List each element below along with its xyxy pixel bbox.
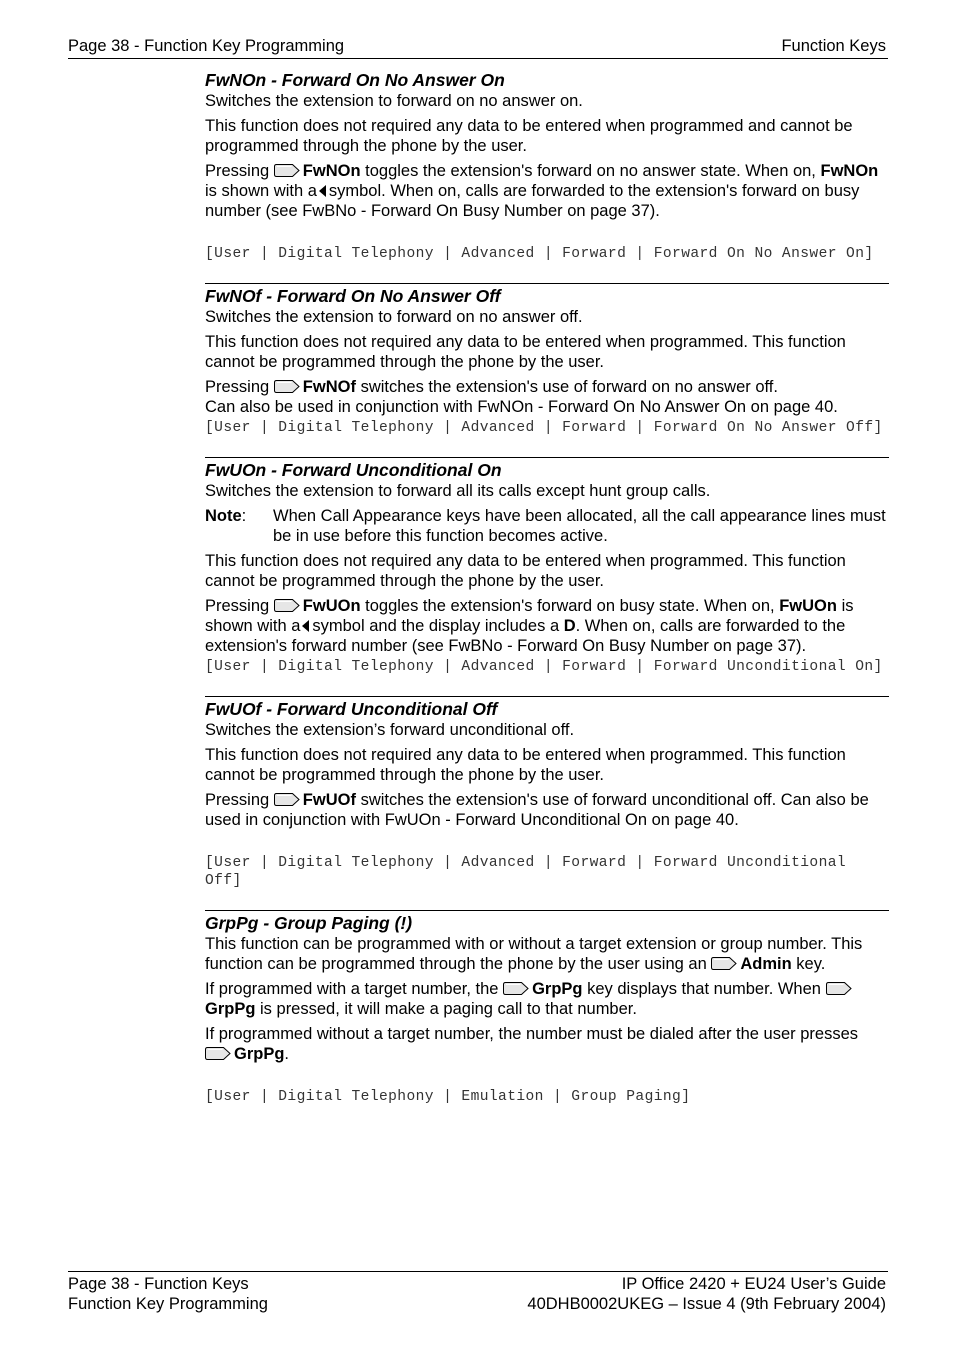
paragraph: If programmed without a target number, the number must be dialed after the user presses GrpPg. bbox=[205, 1025, 859, 1063]
footer-right-line1: IP Office 2420 + EU24 User’s Guide bbox=[621, 1275, 886, 1293]
header-left: Page 38 - Function Key Programming bbox=[68, 37, 345, 55]
menu-path: [User | Digital Telephony | Emulation | Group Paging] bbox=[205, 1089, 691, 1105]
page-content bbox=[205, 68, 889, 1112]
paragraph: This function does not required any data to be entered when programmed and cannot be programmed through the phone by the user. bbox=[205, 117, 853, 155]
menu-path: [User | Digital Telephony | Advanced | Forward | Forward On No Answer Off] bbox=[205, 420, 883, 436]
section-title: FwUOn - Forward Unconditional On bbox=[205, 460, 502, 480]
paragraph: This function does not required any data to be entered when programmed. This function cannot be programmed through the phone by the user. bbox=[205, 746, 846, 784]
section-title: FwUOf - Forward Unconditional Off bbox=[205, 699, 498, 719]
paragraph: Pressing FwNOf switches the extension's use of forward on no answer off. Can also be used in conjunction with FwNOn - Forward On No Answer On on page 40. bbox=[205, 378, 838, 416]
menu-path: [User | Digital Telephony | Advanced | Forward | Forward Unconditional Off] bbox=[205, 855, 856, 889]
left-triangle-symbol-icon bbox=[302, 620, 309, 632]
programmable-key-icon bbox=[711, 957, 737, 970]
key-name: FwNOn bbox=[302, 162, 361, 180]
note: Note: When Call Appearance keys have been allocated, all the call appearance lines must be in use before this function becomes active. bbox=[205, 506, 889, 546]
programmable-key-icon bbox=[826, 982, 852, 995]
paragraph: This function can be programmed with or without a target extension or group number. This function can be programmed through the phone by the user using an Admin key. bbox=[205, 935, 863, 973]
key-name: FwNOf bbox=[302, 378, 356, 396]
programmable-key-icon bbox=[503, 982, 529, 995]
section-title: FwNOf - Forward On No Answer Off bbox=[205, 286, 501, 306]
page-footer bbox=[68, 1271, 888, 1313]
key-name: GrpPg bbox=[234, 1045, 285, 1063]
paragraph: Switches the extension to forward on no answer on. bbox=[205, 92, 583, 110]
footer-left-line1: Page 38 - Function Keys bbox=[68, 1275, 249, 1293]
programmable-key-icon bbox=[205, 1047, 231, 1060]
footer-right-line2: 40DHB0002UKEG – Issue 4 (9th February 2004) bbox=[527, 1295, 886, 1313]
programmable-key-icon bbox=[274, 793, 300, 806]
note-label: Note bbox=[205, 507, 242, 525]
paragraph: Switches the extension’s forward unconditional off. bbox=[205, 721, 575, 739]
paragraph: Pressing FwUOf switches the extension's use of forward unconditional off. Can also be used in conjunction with FwUOn - Forward Unconditional On on page 40. bbox=[205, 791, 869, 829]
paragraph: Pressing FwUOn toggles the extension's forward on busy state. When on, FwUOn is shown with a symbol and the display includes a D. When on, calls are forwarded to the extension's forward number (see FwBNo - Forward On Busy Number on page 37). bbox=[205, 597, 854, 655]
menu-path: [User | Digital Telephony | Advanced | Forward | Forward On No Answer On] bbox=[205, 246, 874, 262]
section-fwnon bbox=[205, 68, 889, 283]
menu-path: [User | Digital Telephony | Advanced | Forward | Forward Unconditional On] bbox=[205, 659, 883, 675]
paragraph: Switches the extension to forward on no answer off. bbox=[205, 308, 583, 326]
key-name: FwNOn bbox=[820, 162, 879, 180]
programmable-key-icon bbox=[274, 380, 300, 393]
paragraph: Switches the extension to forward all its calls except hunt group calls. bbox=[205, 482, 711, 500]
key-name: FwUOf bbox=[302, 791, 356, 809]
left-triangle-symbol-icon bbox=[319, 185, 326, 197]
key-name: FwUOn bbox=[302, 597, 361, 615]
section-fwuon bbox=[205, 457, 889, 696]
section-title: GrpPg - Group Paging (!) bbox=[205, 913, 413, 933]
key-name: FwUOn bbox=[779, 597, 837, 615]
page-header bbox=[68, 37, 888, 59]
note-text: When Call Appearance keys have been allocated, all the call appearance lines must be in use before this function becomes active. bbox=[273, 507, 886, 545]
section-fwnof bbox=[205, 283, 889, 457]
section-grppg bbox=[205, 910, 889, 1106]
key-name: GrpPg bbox=[532, 980, 583, 998]
key-name: Admin bbox=[740, 955, 792, 973]
paragraph: This function does not required any data to be entered when programmed. This function cannot be programmed through the phone by the user. bbox=[205, 552, 846, 590]
programmable-key-icon bbox=[274, 164, 300, 177]
paragraph: Pressing FwNOn toggles the extension's forward on no answer state. When on, FwNOn is shown with a symbol. When on, calls are forwarded to the extension's forward on busy number (see FwBNo - Forward On Busy Number on page 37). bbox=[205, 162, 879, 220]
section-title: FwNOn - Forward On No Answer On bbox=[205, 70, 505, 90]
paragraph: If programmed with a target number, the GrpPg key displays that number. When GrpPg is pressed, it will make a paging call to that number. bbox=[205, 979, 889, 1019]
footer-left-line2: Function Key Programming bbox=[68, 1295, 268, 1313]
section-fwuof bbox=[205, 696, 889, 910]
programmable-key-icon bbox=[274, 599, 300, 612]
key-name: GrpPg bbox=[205, 1000, 256, 1018]
paragraph: This function does not required any data to be entered when programmed. This function cannot be programmed through the phone by the user. bbox=[205, 333, 846, 371]
header-right: Function Keys bbox=[781, 37, 886, 55]
